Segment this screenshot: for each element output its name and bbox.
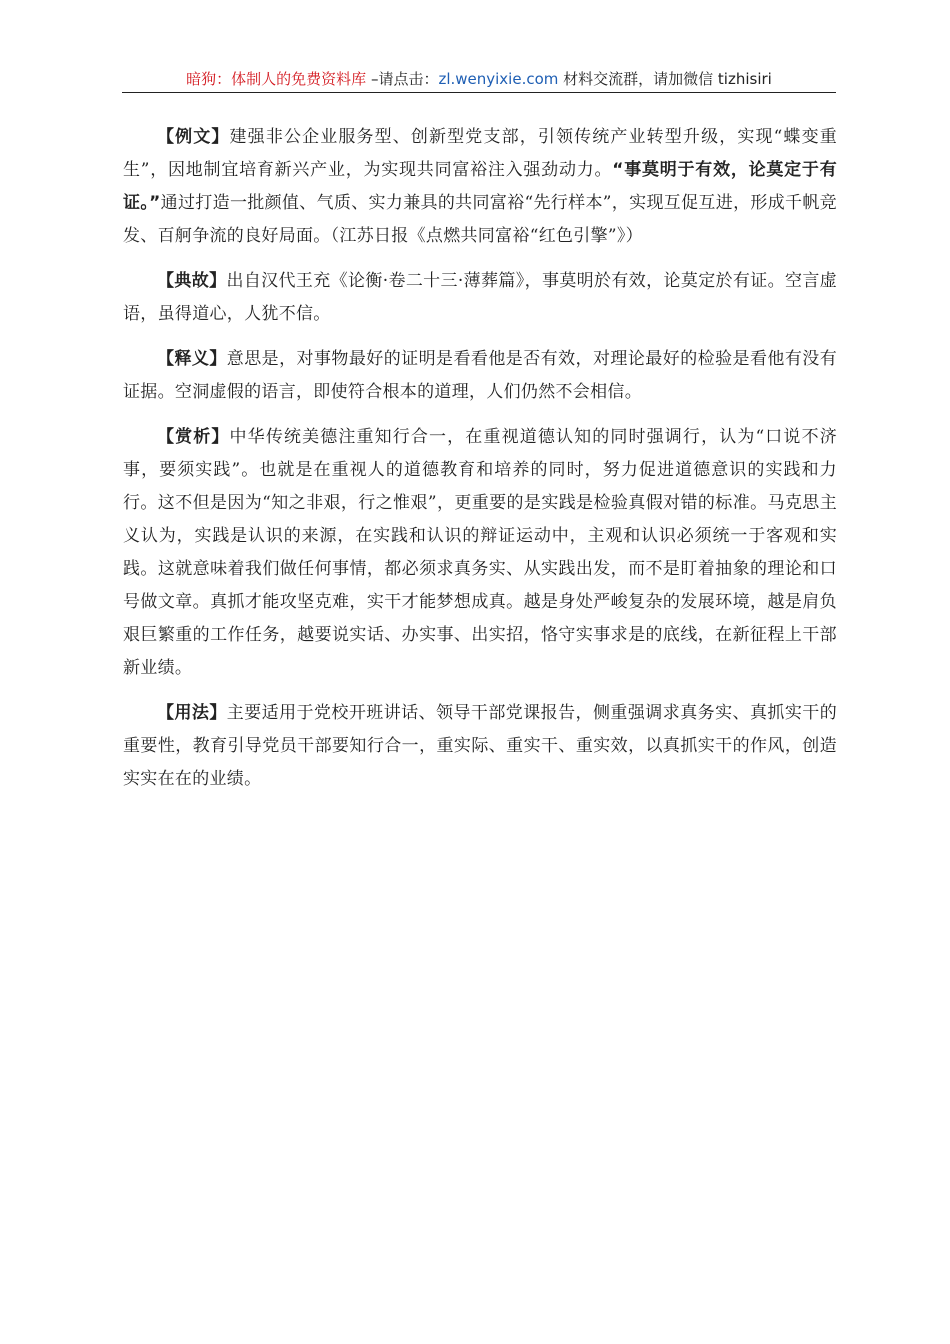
usage-tag: 【用法】: [157, 703, 227, 723]
meaning-text: 意思是，对事物最好的证明是看看他是否有效，对理论最好的检验是看他有没有证据。空洞虚假的语言，即使符合根本的道理，人们仍然不会相信。: [123, 349, 838, 402]
example-quote: “事莫明于有效，论莫定于有证。”: [123, 160, 838, 213]
header-brand: 暗狗：体制人的免费资料库: [186, 70, 367, 88]
document-body: [123, 121, 837, 808]
allusion-paragraph: [123, 265, 837, 331]
header-click-prompt: –请点击：: [366, 70, 439, 88]
appreciation-tag: 【赏析】: [157, 427, 230, 447]
example-text-before: 建强非公企业服务型、创新型党支部，引领传统产业转型升级，实现“蝶变重生”，因地制宜培育新兴产业，为实现共同富裕注入强劲动力。: [123, 127, 838, 180]
appreciation-text: 中华传统美德注重知行合一，在重视道德认知的同时强调行，认为“口说不济事，要须实践”。也就是在重视人的道德教育和培养的同时，努力促进道德意识的实践和力行。这不但是因为“知之非艰，行之惟艰”，更重要的是实践是检验真假对错的标准。马克思主义认为，实践是认识的来源，在实践和认识的辩证运动中，主观和认识必须统一于客观和实践。这就意味着我们做任何事情，都必须求真务实、从实践出发，而不是盯着抽象的理论和口号做文章。真抓才能攻坚克难，实干才能梦想成真。越是身处严峻复杂的发展环境，越是肩负艰巨繁重的工作任务，越要说实话、办实事、出实招，恪守实事求是的底线，在新征程上干部新业绩。: [123, 427, 838, 678]
example-tag: 【例文】: [157, 127, 230, 147]
usage-text: 主要适用于党校开班讲话、领导干部党课报告，侧重强调求真务实、真抓实干的重要性，教育引导党员干部要知行合一，重实际、重实干、重实效，以真抓实干的作风，创造实实在在的业绩。: [123, 703, 838, 789]
meaning-tag: 【释义】: [157, 349, 227, 369]
example-text-after: 通过打造一批颜值、气质、实力兼具的共同富裕“先行样本”，实现互促互进，形成千帆竞发、百舸争流的良好局面。（江苏日报《点燃共同富裕“红色引擎”》）: [123, 193, 837, 246]
header-url-link[interactable]: zl.wenyixie.com: [438, 70, 559, 88]
meaning-paragraph: [123, 343, 837, 409]
header-group-info: 材料交流群，请加微信 tizhisiri: [558, 70, 772, 88]
usage-paragraph: [123, 697, 837, 796]
allusion-text: 出自汉代王充《论衡·卷二十三·薄葬篇》，事莫明於有效，论莫定於有证。空言虚语，虽得道心，人犹不信。: [123, 271, 838, 324]
example-paragraph: [123, 121, 837, 253]
allusion-tag: 【典故】: [157, 271, 227, 291]
page-header: [122, 68, 836, 93]
appreciation-paragraph: [123, 421, 837, 685]
